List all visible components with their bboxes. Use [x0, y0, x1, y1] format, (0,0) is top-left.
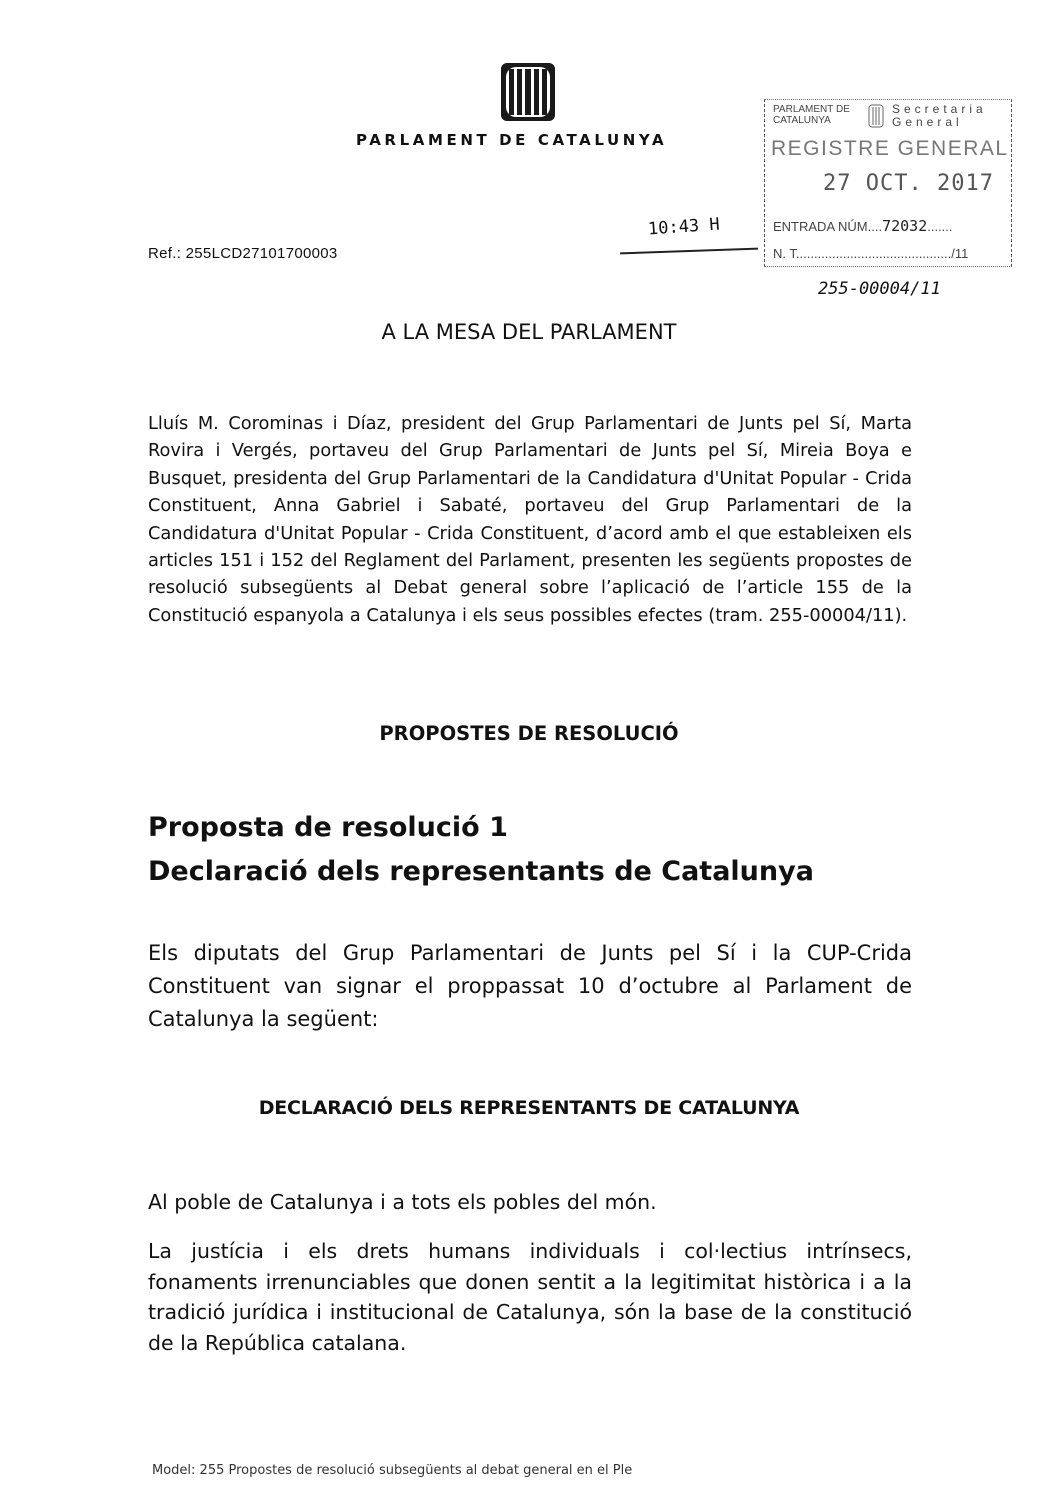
- stamp-entry: ENTRADA NÚM....72032.......: [773, 217, 953, 235]
- intro-paragraph: Lluís M. Corominas i Díaz, president del Grup Parlamentari de Junts pel Sí, Marta Rovira i Vergés, portaveu del Grup Parlamentari de Junts pel Sí, Mireia Boya e Busquet, presidenta del Grup Parlamentari de la Candidatura d'Unitat Popular - Crida Constituent, Anna Gabriel i Sabaté, portaveu del Grup Parlamentari de la Candidatura d'Unitat Popular - Crida Constituent, d’acord amb el que estableixen els articles 151 i 152 del Reglament del Parlament, presenten les següents propostes de resolució subsegüents al Debat general sobre l’aplicació de l’article 155 de la Constitució espanyola a Catalunya i els seus possibles efectes (tram. 255-00004/11).: [148, 413, 912, 626]
- handwritten-time: 10:43 H: [647, 214, 721, 240]
- proposal-intro: Els diputats del Grup Parlamentari de Junts pel Sí i la CUP-Crida Constituent van signar el proppassat 10 d’octubre al Parlament de Catalunya la següent:: [148, 941, 912, 1031]
- addressee-heading: A LA MESA DEL PARLAMENT: [381, 320, 677, 344]
- stamp-entry-number: 72032: [882, 217, 928, 235]
- proposal-title-block: [148, 806, 814, 894]
- stamp-nt: N. T.........................................../11: [773, 246, 969, 261]
- stamp-entry-label: ENTRADA NÚM.: [773, 219, 872, 234]
- registry-seal-icon: [868, 104, 884, 128]
- stamp-nt-label: N. T.: [773, 246, 800, 261]
- section-heading: PROPOSTES DE RESOLUCIÓ: [379, 722, 679, 745]
- proposal-number-title: Proposta de resolució 1: [148, 812, 508, 843]
- handwritten-file-number: 255-00004/11: [818, 279, 941, 299]
- proposal-title: Declaració dels representants de Catalunya: [148, 856, 814, 887]
- page-footer: Model: 255 Propostes de resolució subsegüents al debat general en el Ple: [152, 1463, 633, 1478]
- stamp-institution: PARLAMENT DE CATALUNYA: [773, 104, 850, 126]
- declaration-heading: DECLARACIÓ DELS REPRESENTANTS DE CATALUNYA: [258, 1097, 800, 1119]
- stamp-nt-suffix: /11: [951, 246, 969, 261]
- registry-stamp: [764, 99, 1012, 267]
- stamp-date: 27 OCT. 2017: [823, 171, 994, 196]
- reference-number: Ref.: 255LCD27101700003: [148, 245, 338, 262]
- declaration-salutation: Al poble de Catalunya i a tots els pobles del món.: [148, 1190, 657, 1214]
- stamp-registry: REGISTRE GENERAL: [771, 137, 1009, 160]
- parliament-crest-icon: [500, 62, 556, 122]
- handwritten-underline: [620, 248, 758, 255]
- declaration-body: La justícia i els drets humans individuals i col·lectius intrínsecs, fonaments irrenunciables que donen sentit a la legitimitat històrica i a la tradició jurídica i institucional de Catalunya, són la base de la constitució de la República catalana.: [148, 1239, 912, 1355]
- stamp-secretariat: Secretaria General: [892, 102, 987, 129]
- organization-name: PARLAMENT DE CATALUNYA: [356, 131, 668, 149]
